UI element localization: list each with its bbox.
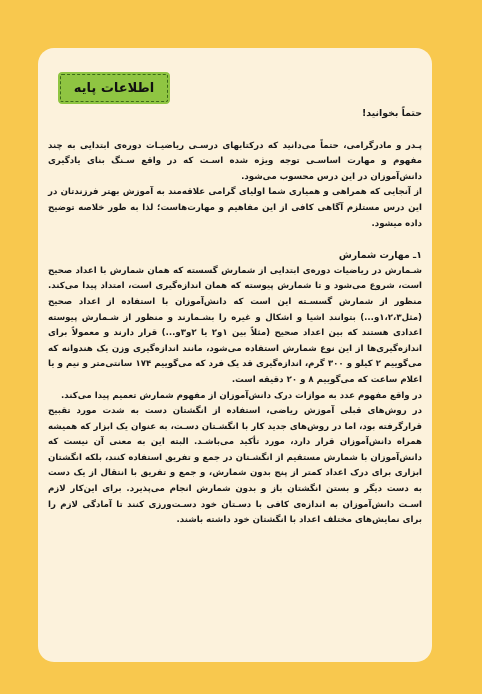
section-1-paragraph-1: شـمارش در ریاضیات دوره‌ی ابتدایی از شمارش گسسته که همان شمارش با اعداد صحیح است، شروع می‌شود و تا شمارش پیوسته که همان اندازه‌گیری است، امتداد پیدا می‌کند. منظور از شمارش گسسـته این است که دانش‌آموزان با استفاده از اعداد صحیح (مثل۱،۲،۳و...) بتوانند اشیا و اشکال و غیره را بشـمارند و منظور از شـمارش پیوسته اعدادی هستند که بین اعداد صحیح (مثلاً بین ۱و۲ یا ۲و۳و...) قرار دارند و معمولاً برای اندازه‌گیری‌ها از این نوع شمارش استفاده می‌شود، مانند اندازه‌گیری وزن یک هندوانه که می‌گوییم ۲ کیلو و ۳۰۰ گرم، اندازه‌گیری قد یک فرد که می‌گوییم ۱۷۴ سانتی‌متر و نیم و یا اعلام ساعت که می‌گوییم ۸ و ۲۰ دقیقه است. (48, 265, 422, 385)
section-title: اطلاعات پایه (73, 80, 155, 96)
section-title-badge (60, 74, 168, 102)
section-1-heading: ۱ـ مهارت شمارش (338, 250, 422, 262)
section-1-paragraph-3: در روش‌های قبلی آموزش ریاضی، استفاده از انگشتان دست به شدت مورد تقبیح قرارگرفته بود، اما در روش‌های جدید کار با انگشـتان دسـت، به عنوان یک ابزار که همیشه همراه دانش‌آموزان قرار دارد، مورد تأکید می‌باشـد. البته این به معنی آن نیست که دانش‌آموزان با شمارش مستقیم از انگشـتان در جمع و تفریق استفاده کنند، بلکه انگشتان ابزاری برای درک اعداد کمتر از پنج بدون شمارش، و جمع و تفریق با انتقال از یک دست به دست دیگر و بستن انگشتان باز و بدون شمارش انجام می‌پذیرد. برای این‌کار لازم اسـت دانش‌آموزان به اندازه‌ی کافی با دسـتان خود دسـت‌ورزی کنند تا آمادگی لازم را برای نمایش‌های مختلف اعداد با انگشتان خود داشته باشند. (48, 406, 422, 526)
section-1-paragraph-2: در واقع مفهوم عدد به موازات درک دانش‌آموزان از مفهوم شمارش تعمیم پیدا می‌کند. (60, 390, 422, 401)
intro-paragraph-1: پـدر و مادرگرامی، حتماً می‌دانید که درکتابهای درسـی ریاضیـات دوره‌ی ابتدایی به چند مفهوم و مهارت اساسـی توجه ویژه شده اسـت که در واقع سـنگ بنای یادگیری دانش‌آموزان در این درس محسوب می‌شود. (48, 140, 422, 182)
intro-heading: حتماً بخوانید! (361, 108, 422, 119)
intro-paragraph-2: از آنجایی که همراهی و همیاری شما اولیای گرامی علاقه‌مند به آموزش بهتر فرزندتان در این درس مستلزم آگاهی کافی از این مفاهیم و مهارت‌هاست؛ لذا به طور خلاصه توضیح داده میشود. (48, 187, 422, 229)
article-body (48, 106, 422, 529)
